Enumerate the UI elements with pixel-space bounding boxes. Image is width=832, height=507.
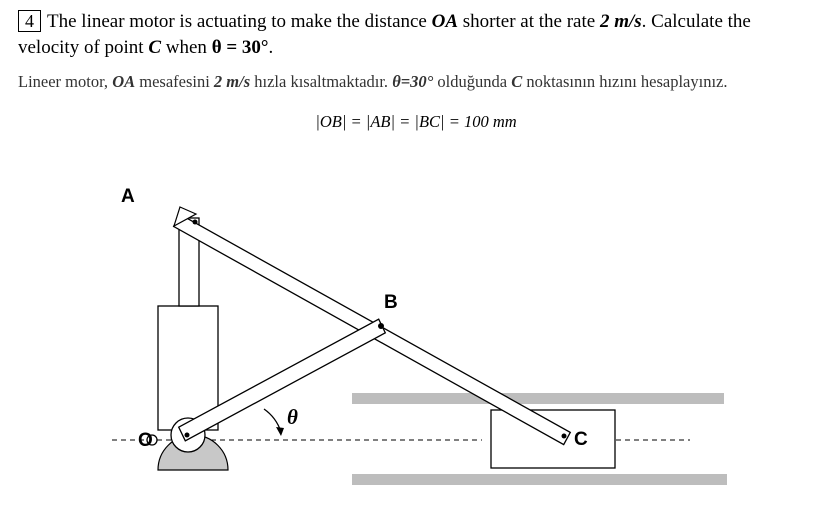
tr-text-4: olduğunda xyxy=(433,72,512,91)
joint-b-pin xyxy=(378,323,384,329)
q1-text-2: shorter at the rate xyxy=(458,11,600,32)
joint-a-pin xyxy=(193,220,198,225)
joint-c-pin xyxy=(562,434,567,439)
q2-text-1: velocity of point xyxy=(18,37,149,58)
q1-rate: 2 m/s xyxy=(599,11,642,32)
label-b: B xyxy=(384,292,398,313)
q1-oa: OA xyxy=(431,11,459,32)
tr-text-5: noktasının hızını hesaplayınız. xyxy=(522,72,728,91)
label-a: A xyxy=(121,186,135,207)
q2-text-2: when xyxy=(161,37,212,58)
label-c: C xyxy=(574,429,588,450)
q1-text-3: . Calculate the xyxy=(641,11,751,32)
tr-theta-condition: θ=30° xyxy=(392,72,434,91)
q1-text-1: The linear motor is actuating to make the distance xyxy=(47,11,432,32)
tr-text-2: mesafesini xyxy=(135,72,214,91)
upper-guide-rail xyxy=(352,393,724,404)
tr-text-1: Lineer motor, xyxy=(18,72,113,91)
q2-c: C xyxy=(148,37,162,58)
joint-o-pin xyxy=(185,433,190,438)
question-number: 4 xyxy=(18,10,41,32)
tr-oa: OA xyxy=(112,72,136,91)
given-dimensions: |OB| = |AB| = |BC| = 100 mm xyxy=(315,112,517,131)
label-o: O xyxy=(138,430,153,451)
lower-guide-rail xyxy=(352,474,727,485)
theta-arrowhead xyxy=(276,427,284,436)
tr-c: C xyxy=(511,72,523,91)
tr-text-3: hızla kısaltmaktadır. xyxy=(250,72,393,91)
q2-theta-condition: θ = 30° xyxy=(211,37,269,58)
q2-text-3: . xyxy=(268,37,274,58)
label-theta: θ xyxy=(287,405,298,429)
tr-rate: 2 m/s xyxy=(213,72,251,91)
